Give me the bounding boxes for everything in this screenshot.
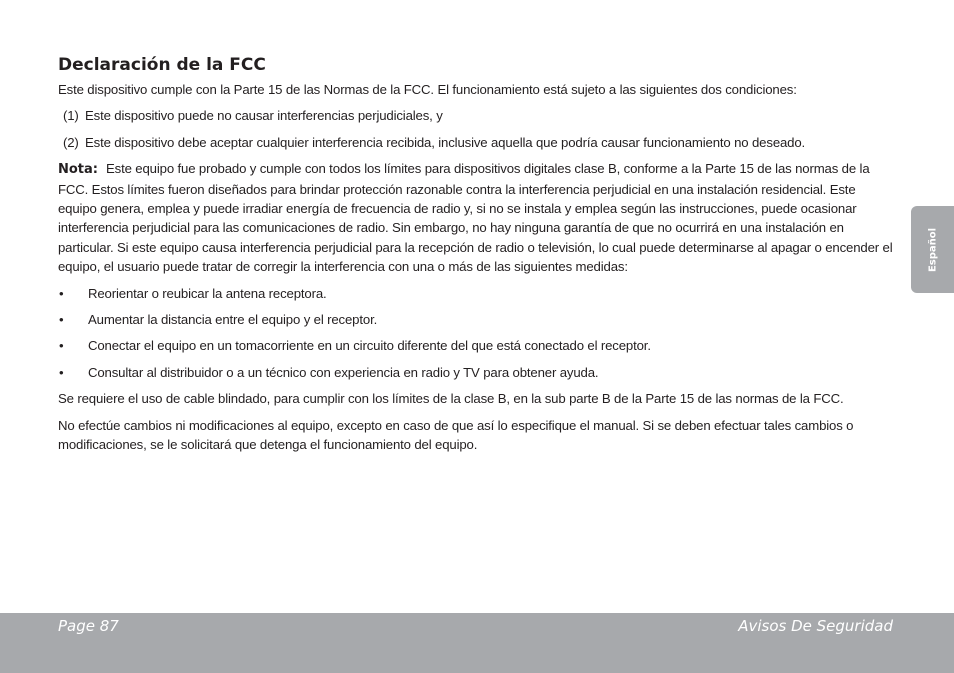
language-tab [911,206,954,293]
measures-list [58,284,896,383]
intro-paragraph: Este dispositivo cumple con la Parte 15 de las Normas de la FCC. El funcionamiento está sujeto a las siguientes dos condiciones: [58,82,797,97]
page-footer [0,613,954,673]
list-item [58,284,896,303]
list-item [58,336,896,355]
bullet-icon: • [59,338,64,354]
shielded-cable-paragraph: Se requiere el uso de cable blindado, para cumplir con los límites de la clase B, en la sub parte B de la Parte 15 de las normas de la FCC. [58,391,844,407]
list-item-text: Consultar al distribuidor o a un técnico con experiencia en radio y TV para obtener ayuda. [88,364,599,380]
list-item [58,363,896,382]
list-item-text: Conectar el equipo en un tomacorriente en un circuito diferente del que está conectado el receptor. [88,338,651,354]
note-text: Este equipo fue probado y cumple con todos los límites para dispositivos digitales clase B, conforme a la Parte 15 de las normas de la FCC. Estos límites fueron diseñados para brindar protección razonable contra la interferencia perjudicial en una instalación residencial. Este equipo genera, emplea y puede irradiar energía de frecuencia de radio y, si no se instala y emplea según las instrucciones, puede ocasionar interferencia perjudicial para las comunicaciones de radio. Sin embargo, no hay ninguna garantía de que no ocurrirá en una instalación en particular. Si este equipo causa interferencia perjudicial para la recepción de radio o televisión, lo cual puede determinarse al apagar o encender el equipo, el usuario puede tratar de corregir la interferencia con una o más de las siguientes medidas: [58,161,893,275]
condition-number: (2) [63,134,79,150]
page-title: Declaración de la FCC [58,55,266,75]
section-name: Avisos De Seguridad [738,617,893,635]
bullet-icon: • [59,312,64,328]
modifications-paragraph: No efectúe cambios ni modificaciones al equipo, excepto en caso de que así lo especifique el manual. Si se deben efectuar tales cambios o modificaciones, se le solicitará que detenga el funcionamiento del equipo. [58,417,854,453]
bullet-icon: • [59,285,64,301]
bullet-icon: • [59,364,64,380]
page-number: Page 87 [58,617,119,635]
condition-item [63,133,896,152]
note-paragraph [58,159,896,276]
condition-item [63,106,896,125]
list-item-text: Aumentar la distancia entre el equipo y el receptor. [88,312,378,328]
document-body [58,54,896,462]
list-item-text: Reorientar o reubicar la antena receptora. [88,285,327,301]
language-tab-label: Español [927,227,938,272]
condition-text: Este dispositivo puede no causar interferencias perjudiciales, y [85,108,443,124]
condition-text: Este dispositivo debe aceptar cualquier interferencia recibida, inclusive aquella que podría causar funcionamiento no deseado. [85,134,806,150]
list-item [58,310,896,329]
condition-number: (1) [63,108,79,124]
note-label: Nota: [58,162,98,178]
